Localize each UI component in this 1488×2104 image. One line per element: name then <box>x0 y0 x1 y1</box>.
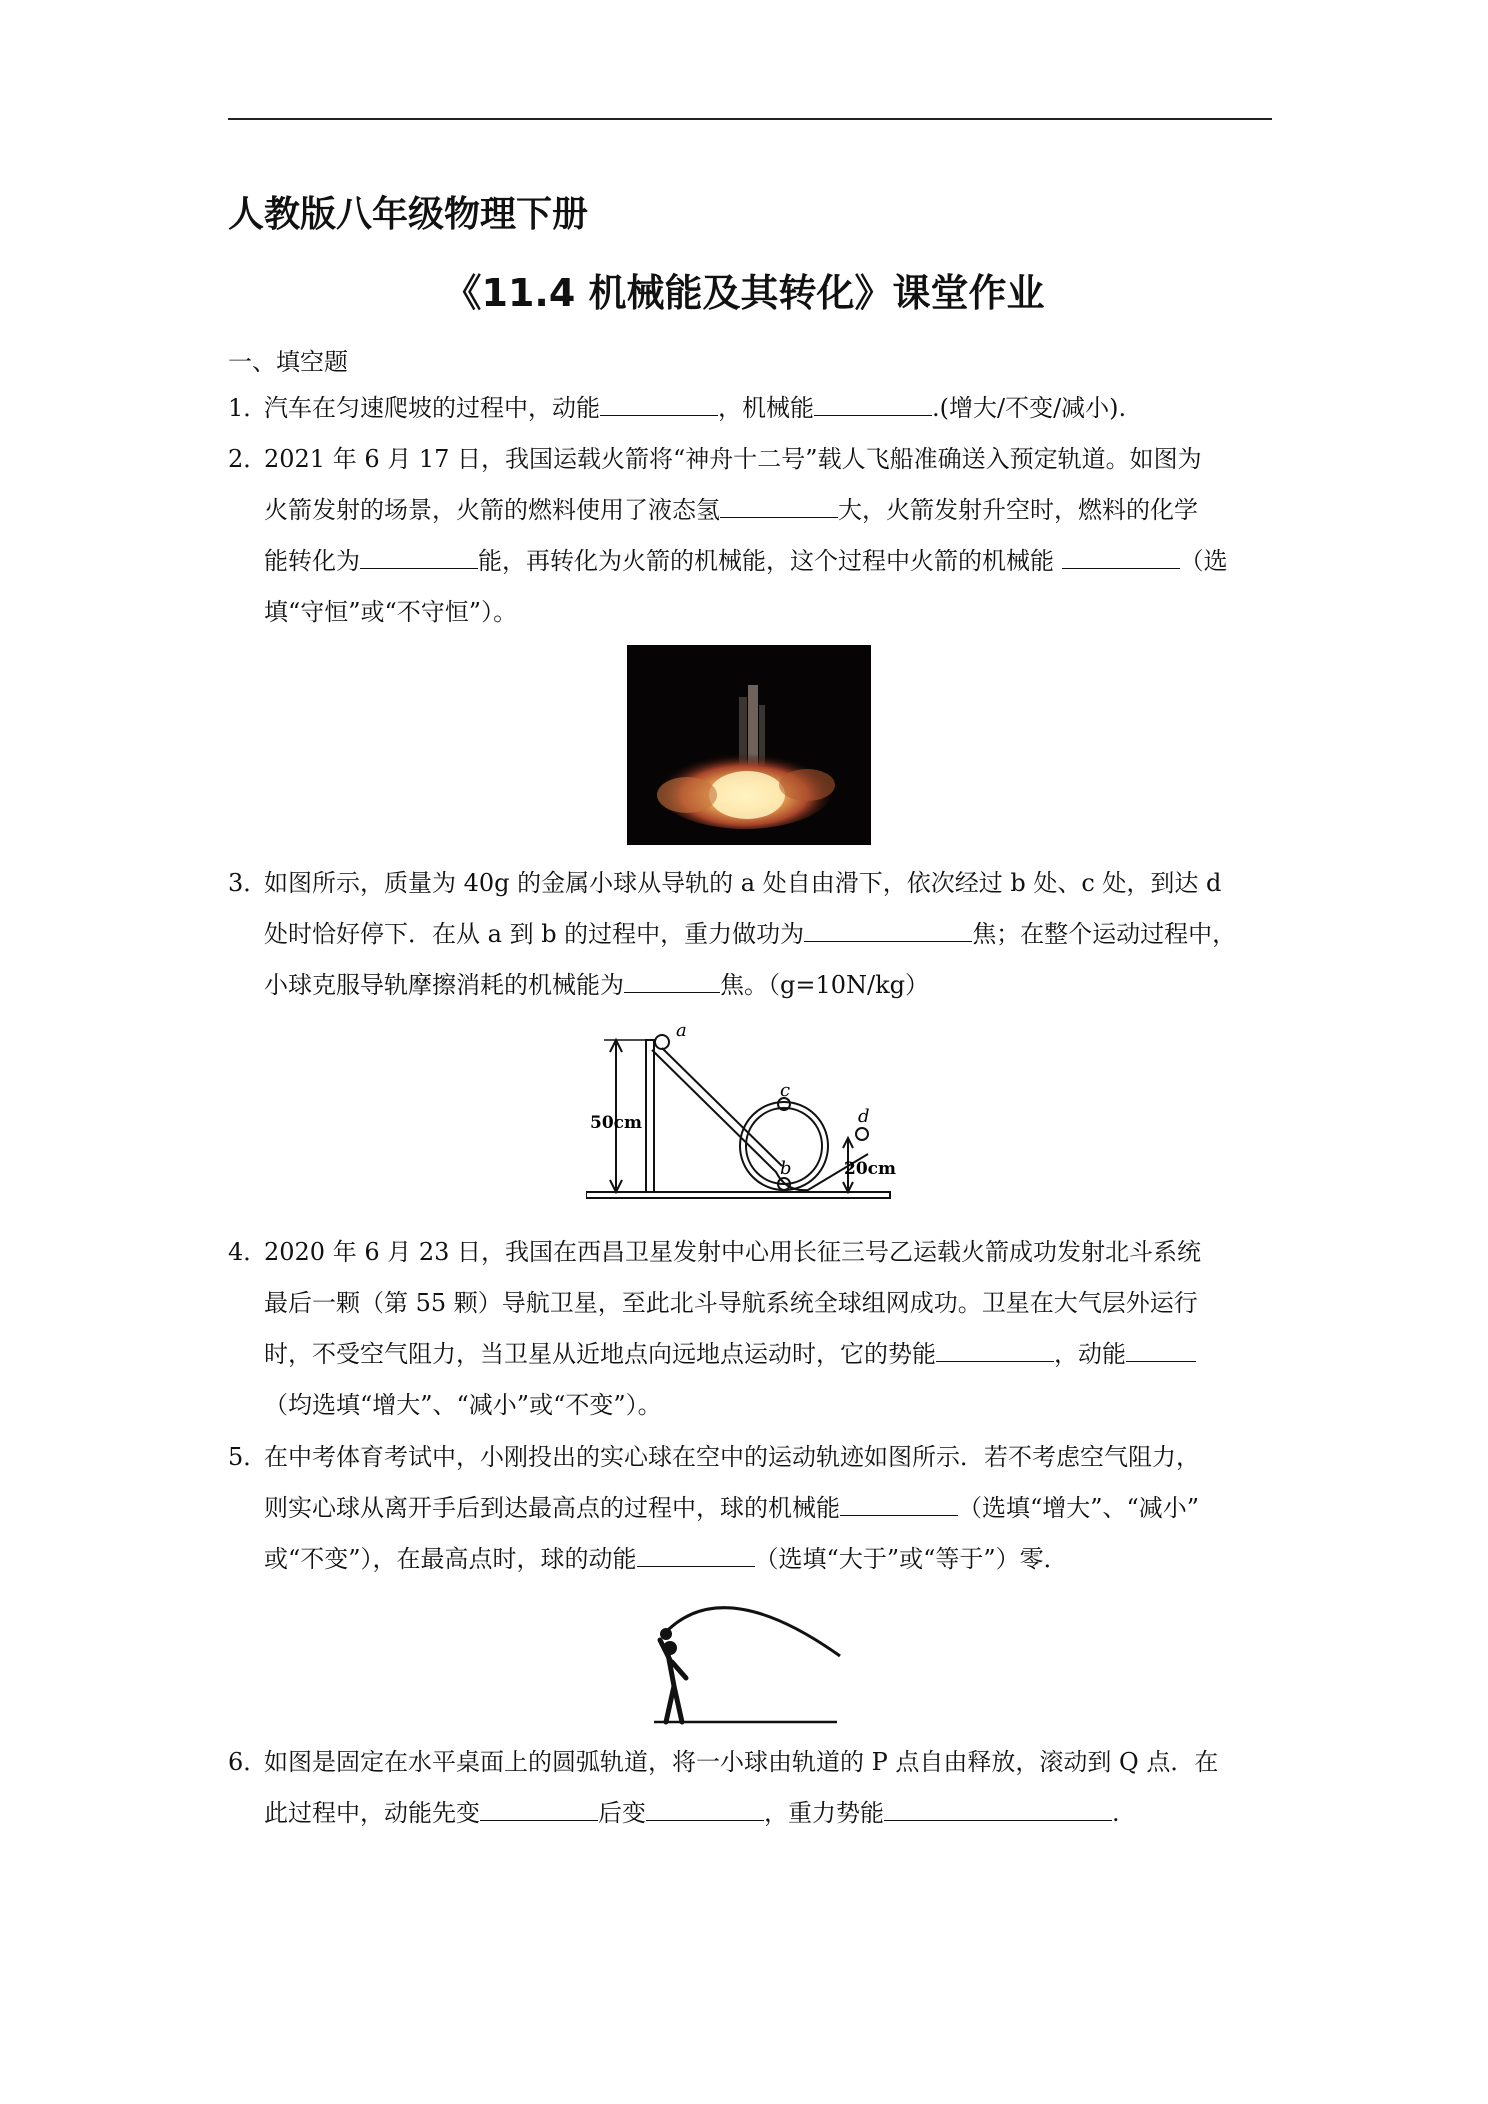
question-number: 4． <box>228 1238 268 1266</box>
support-post <box>646 1040 654 1192</box>
answer-blank[interactable] <box>480 1794 598 1821</box>
question-5 <box>228 1437 1278 1590</box>
answer-blank[interactable] <box>840 1489 958 1516</box>
question-line: 能转化为 能，再转化为火箭的机械能，这个过程中火箭的机械能 （选 <box>228 541 1278 592</box>
question-3 <box>228 863 1278 1016</box>
label-height-a: 50cm <box>590 1113 642 1133</box>
question-line: 此过程中，动能先变 后变 ，重力势能 . <box>228 1793 1278 1844</box>
label-height-d: 20cm <box>844 1159 896 1179</box>
question-line: 时，不受空气阻力，当卫星从近地点向远地点运动时，它的势能 ，动能 <box>228 1334 1278 1385</box>
question-line: 如图所示，质量为 40g 的金属小球从导轨的 a 处自由滑下，依次经过 b 处、c 处，到达 d <box>264 869 1222 897</box>
answer-blank[interactable] <box>646 1794 764 1821</box>
question-line: 火箭发射的场景，火箭的燃料使用了液态氢 大，火箭发射升空时，燃料的化学 <box>228 490 1278 541</box>
answer-blank[interactable] <box>814 389 932 416</box>
question-line: 小球克服导轨摩擦消耗的机械能为 焦。（g=10N/kg） <box>228 965 1278 1016</box>
shot-ball <box>660 1628 672 1640</box>
question-number: 2． <box>228 445 268 473</box>
question-6 <box>228 1742 1278 1844</box>
question-line: 则实心球从离开手后到达最高点的过程中，球的机械能 （选填“增大”、“减小” <box>228 1488 1278 1539</box>
answer-blank[interactable] <box>1062 542 1180 569</box>
answer-blank[interactable] <box>360 542 478 569</box>
label-d: d <box>858 1106 870 1127</box>
answer-blank[interactable] <box>1126 1335 1196 1362</box>
document-title: 人教版八年级物理下册 <box>228 194 589 235</box>
section-heading: 一、填空题 <box>228 348 348 376</box>
label-b: b <box>780 1158 792 1179</box>
ball-d <box>856 1128 868 1140</box>
shot-put-trajectory-figure <box>652 1598 852 1728</box>
answer-blank[interactable] <box>600 389 718 416</box>
base-plank <box>586 1192 890 1198</box>
question-2 <box>228 439 1278 643</box>
question-line: 或“不变”），在最高点时，球的动能 （选填“大于”或“等于”）零． <box>228 1539 1278 1590</box>
question-number: 6． <box>228 1748 268 1776</box>
answer-blank[interactable] <box>637 1540 755 1567</box>
ball-a <box>655 1035 669 1049</box>
question-line: （均选填“增大”、“减小”或“不变”）。 <box>264 1391 662 1419</box>
question-line: 2021 年 6 月 17 日，我国运载火箭将“神舟十二号”载人飞船准确送入预定轨道。如图为 <box>264 445 1202 473</box>
document-subtitle: 《11.4 机械能及其转化》课堂作业 <box>443 271 1045 315</box>
question-number: 1． <box>228 394 268 422</box>
track-diagram <box>586 1022 902 1204</box>
header-rule <box>228 118 1272 120</box>
trajectory-curve <box>664 1608 840 1656</box>
rocket-launch-image <box>627 645 871 845</box>
question-line: 填“守恒”或“不守恒”）。 <box>264 598 518 626</box>
question-line: 汽车在匀速爬坡的过程中，动能 ，机械能 .(增大/不变/减小). <box>228 388 1278 439</box>
answer-blank[interactable] <box>936 1335 1054 1362</box>
question-line: 2020 年 6 月 23 日，我国在西昌卫星发射中心用长征三号乙运载火箭成功发射北斗系统 <box>264 1238 1202 1266</box>
question-number: 5． <box>228 1443 268 1471</box>
answer-blank[interactable] <box>884 1794 1112 1821</box>
question-1 <box>228 388 1278 439</box>
question-line: 在中考体育考试中，小刚投出的实心球在空中的运动轨迹如图所示．若不考虑空气阻力， <box>264 1443 1200 1471</box>
answer-blank[interactable] <box>720 491 838 518</box>
question-4 <box>228 1232 1278 1436</box>
question-line: 处时恰好停下．在从 a 到 b 的过程中，重力做功为 焦；在整个运动过程中， <box>228 914 1278 965</box>
question-number: 3． <box>228 869 268 897</box>
question-line: 最后一颗（第 55 颗）导航卫星，至此北斗导航系统全球组网成功。卫星在大气层外运行 <box>264 1289 1198 1317</box>
label-a: a <box>676 1022 687 1041</box>
answer-blank[interactable] <box>624 966 720 993</box>
label-c: c <box>780 1080 791 1101</box>
question-line: 如图是固定在水平桌面上的圆弧轨道，将一小球由轨道的 P 点自由释放，滚动到 Q 点．在 <box>264 1748 1219 1776</box>
answer-blank[interactable] <box>804 915 972 942</box>
